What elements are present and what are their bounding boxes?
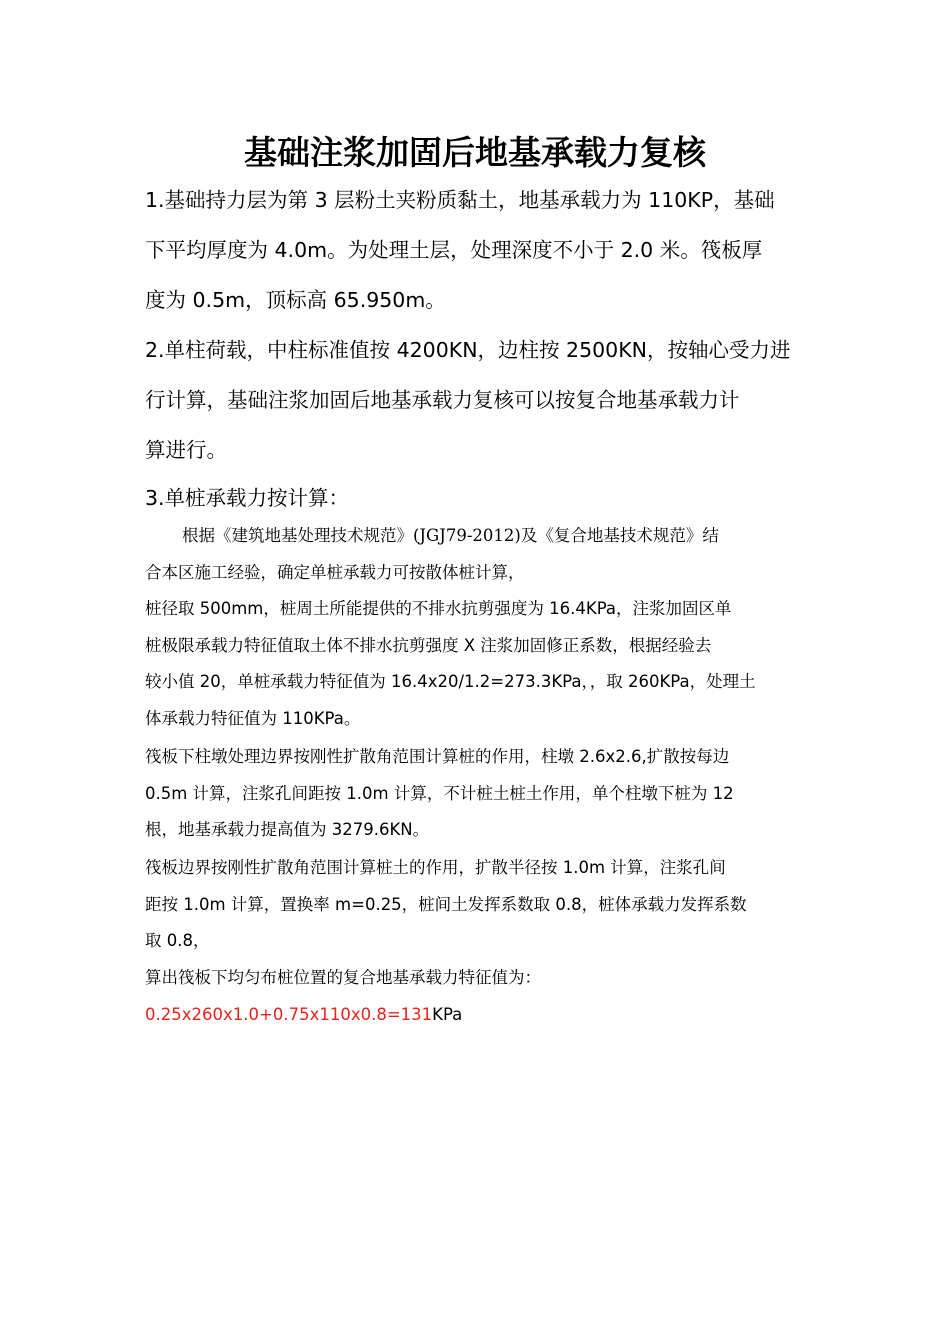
section-3-column-paragraph (145, 739, 810, 849)
section-1-line: 下平均厚度为 4.0m。为处理土层，处理深度不小于 2.0 米。筏板厚 (145, 238, 763, 262)
section-3-basis-paragraph (145, 518, 810, 591)
section-2-paragraph (145, 325, 810, 475)
column-line: 筏板下柱墩处理边界按刚性扩散角范围计算桩的作用，柱墩 2.6x2.6,扩散按每边 (145, 747, 730, 766)
pile-line: 桩径取 500mm，桩周土所能提供的不排水抗剪强度为 16.4KPa，注浆加固区单 (145, 599, 732, 618)
section-3-result (145, 960, 810, 1033)
result-unit: KPa (432, 1004, 463, 1024)
section-1-paragraph (145, 175, 810, 325)
section-2-line: 2.单柱荷载，中柱标准值按 4200KN，边柱按 2500KN，按轴心受力进 (145, 338, 791, 362)
pile-line: 桩极限承载力特征值取土体不排水抗剪强度 X 注浆加固修正系数，根据经验去 (145, 635, 712, 655)
section-2-line: 算进行。 (145, 438, 227, 462)
section-3-heading-text: 3.单桩承载力按计算： (145, 486, 350, 510)
section-1-line: 1.基础持力层为第 3 层粉土夹粉质黏土，地基承载力为 110KP，基础 (145, 188, 775, 212)
pile-line: 较小值 20，单桩承载力特征值为 16.4x20/1.2=273.3KPa，，取 260KPa，处理土 (145, 672, 756, 691)
document-title: 基础注浆加固后地基承载力复核 (244, 133, 706, 172)
section-1-line: 度为 0.5m，顶标高 65.950m。 (145, 288, 446, 312)
section-3-heading (145, 473, 810, 523)
result-formula-line (145, 997, 810, 1034)
section-3-raft-paragraph (145, 850, 810, 960)
section-2-line: 行计算，基础注浆加固后地基承载力复核可以按复合地基承载力计 (145, 388, 740, 412)
result-formula: 0.25x260x1.0+0.75x110x0.8=131 (145, 1004, 433, 1024)
section-3-pile-paragraph (145, 591, 810, 737)
result-intro: 算出筏板下均匀布桩位置的复合地基承载力特征值为： (145, 968, 541, 987)
pile-line: 体承载力特征值为 110KPa。 (145, 708, 361, 728)
basis-line: 根据《建筑地基处理技术规范》(JGJ79-2012)及《复合地基技术规范》结 (182, 526, 719, 545)
raft-line: 取 0.8， (145, 931, 210, 950)
column-line: 根，地基承载力提高值为 3279.6KN。 (145, 820, 430, 839)
column-line: 0.5m 计算，注浆孔间距按 1.0m 计算，不计桩土桩土作用，单个柱墩下桩为 12 (145, 783, 734, 803)
raft-line: 距按 1.0m 计算，置换率 m=0.25，桩间土发挥系数取 0.8，桩体承载力发挥系数 (145, 894, 747, 914)
raft-line: 筏板边界按刚性扩散角范围计算桩土的作用，扩散半径按 1.0m 计算，注浆孔间 (145, 858, 726, 877)
basis-line: 合本区施工经验，确定单桩承载力可按散体桩计算， (145, 562, 525, 582)
